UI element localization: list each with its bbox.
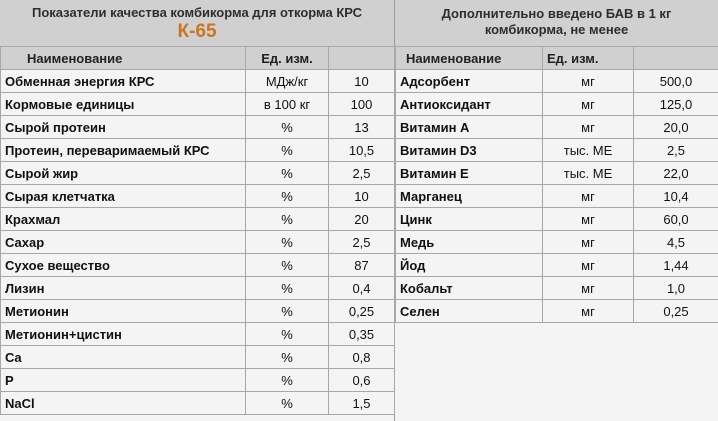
row-name-cell: Метионин+цистин <box>1 323 246 346</box>
row-name-cell: Витамин А <box>396 116 543 139</box>
feed-quality-title: Показатели качества комбикорма для откорма КРС <box>31 5 363 20</box>
row-name-cell: Сырой жир <box>1 162 246 185</box>
row-value-cell: 1,0 <box>634 277 718 300</box>
additives-panel <box>395 0 718 421</box>
row-value-cell: 10,5 <box>329 139 395 162</box>
table-row <box>396 254 718 277</box>
row-value-cell: 0,35 <box>329 323 395 346</box>
table-row <box>396 185 718 208</box>
row-value-cell: 87 <box>329 254 395 277</box>
row-unit-cell: тыс. МЕ <box>543 139 634 162</box>
table-row <box>396 116 718 139</box>
row-unit-cell: мг <box>543 300 634 323</box>
row-unit-cell: мг <box>543 70 634 93</box>
feed-quality-header <box>0 0 394 46</box>
table-row <box>396 231 718 254</box>
row-value-cell: 13 <box>329 116 395 139</box>
row-unit-cell: % <box>246 162 329 185</box>
table-row <box>1 116 395 139</box>
row-name-cell: Йод <box>396 254 543 277</box>
row-unit-cell: мг <box>543 116 634 139</box>
row-unit-cell: мг <box>543 185 634 208</box>
table-row <box>1 392 395 415</box>
row-name-cell: Витамин D3 <box>396 139 543 162</box>
row-value-cell: 0,4 <box>329 277 395 300</box>
table-row <box>1 254 395 277</box>
table-row <box>1 93 395 116</box>
table-row <box>396 208 718 231</box>
row-value-cell: 22,0 <box>634 162 718 185</box>
row-name-cell: Протеин, переваримаемый КРС <box>1 139 246 162</box>
additives-table <box>395 46 718 323</box>
row-value-cell: 1,44 <box>634 254 718 277</box>
row-value-cell: 0,25 <box>329 300 395 323</box>
row-value-cell: 4,5 <box>634 231 718 254</box>
row-unit-cell: % <box>246 231 329 254</box>
row-name-cell: P <box>1 369 246 392</box>
row-unit-cell: мг <box>543 231 634 254</box>
row-name-cell: Марганец <box>396 185 543 208</box>
row-name-cell: NaCl <box>1 392 246 415</box>
row-value-cell: 10 <box>329 70 395 93</box>
row-value-cell: 0,6 <box>329 369 395 392</box>
row-value-cell: 100 <box>329 93 395 116</box>
row-unit-cell: % <box>246 208 329 231</box>
row-name-cell: Крахмал <box>1 208 246 231</box>
row-unit-cell: тыс. МЕ <box>543 162 634 185</box>
row-unit-cell: мг <box>543 254 634 277</box>
table-row <box>396 139 718 162</box>
row-value-cell: 500,0 <box>634 70 718 93</box>
table-row <box>1 346 395 369</box>
row-unit-cell: мг <box>543 93 634 116</box>
table-row <box>1 231 395 254</box>
row-name-cell: Лизин <box>1 277 246 300</box>
row-value-cell: 0,25 <box>634 300 718 323</box>
row-name-cell: Сырая клетчатка <box>1 185 246 208</box>
table-row <box>1 323 395 346</box>
row-name-cell: Медь <box>396 231 543 254</box>
table-row <box>1 162 395 185</box>
row-value-cell: 60,0 <box>634 208 718 231</box>
row-name-cell: Селен <box>396 300 543 323</box>
row-name-cell: Антиоксидант <box>396 93 543 116</box>
row-name-cell: Адсорбент <box>396 70 543 93</box>
row-unit-cell: % <box>246 392 329 415</box>
table-row <box>396 93 718 116</box>
row-name-cell: Метионин <box>1 300 246 323</box>
row-name-cell: Сахар <box>1 231 246 254</box>
table-row <box>1 139 395 162</box>
row-name-cell: Сырой протеин <box>1 116 246 139</box>
row-value-cell: 2,5 <box>329 162 395 185</box>
table-row <box>1 70 395 93</box>
row-unit-cell: % <box>246 116 329 139</box>
feed-code: К-65 <box>177 21 217 42</box>
row-unit-cell: % <box>246 185 329 208</box>
column-header-unit: Ед. изм. <box>246 47 329 70</box>
row-unit-cell: МДж/кг <box>246 70 329 93</box>
column-header-unit: Ед. изм. <box>543 47 634 70</box>
row-value-cell: 10 <box>329 185 395 208</box>
row-unit-cell: % <box>246 277 329 300</box>
row-unit-cell: % <box>246 139 329 162</box>
row-unit-cell: в 100 кг <box>246 93 329 116</box>
feed-quality-table <box>0 46 395 415</box>
row-value-cell: 125,0 <box>634 93 718 116</box>
row-name-cell: Кобальт <box>396 277 543 300</box>
row-unit-cell: % <box>246 346 329 369</box>
additives-rows <box>396 70 718 323</box>
column-header-name: Наименование <box>396 47 543 70</box>
row-unit-cell: мг <box>543 277 634 300</box>
row-name-cell: Ca <box>1 346 246 369</box>
row-unit-cell: % <box>246 369 329 392</box>
row-value-cell: 1,5 <box>329 392 395 415</box>
row-value-cell: 0,8 <box>329 346 395 369</box>
row-name-cell: Обменная энергия КРС <box>1 70 246 93</box>
row-value-cell: 20,0 <box>634 116 718 139</box>
table-row <box>396 300 718 323</box>
table-row <box>1 277 395 300</box>
row-unit-cell: % <box>246 300 329 323</box>
table-header-row <box>1 47 395 70</box>
row-name-cell: Цинк <box>396 208 543 231</box>
row-value-cell: 10,4 <box>634 185 718 208</box>
row-unit-cell: % <box>246 323 329 346</box>
row-unit-cell: мг <box>543 208 634 231</box>
table-row <box>396 70 718 93</box>
row-name-cell: Сухое вещество <box>1 254 246 277</box>
additives-title-line2: комбикорма, не менее <box>484 22 629 37</box>
table-row <box>396 162 718 185</box>
column-header-value <box>329 47 395 70</box>
table-row <box>1 369 395 392</box>
row-value-cell: 2,5 <box>634 139 718 162</box>
additives-header <box>395 0 718 46</box>
additives-title-line1: Дополнительно введено БАВ в 1 кг <box>441 6 672 21</box>
row-name-cell: Витамин Е <box>396 162 543 185</box>
row-value-cell: 20 <box>329 208 395 231</box>
row-value-cell: 2,5 <box>329 231 395 254</box>
row-name-cell: Кормовые единицы <box>1 93 246 116</box>
column-header-name: Наименование <box>1 47 246 70</box>
table-row <box>1 208 395 231</box>
table-row <box>1 300 395 323</box>
row-unit-cell: % <box>246 254 329 277</box>
table-header-row <box>396 47 718 70</box>
feed-quality-rows <box>1 70 395 415</box>
table-row <box>396 277 718 300</box>
table-row <box>1 185 395 208</box>
column-header-value <box>634 47 718 70</box>
